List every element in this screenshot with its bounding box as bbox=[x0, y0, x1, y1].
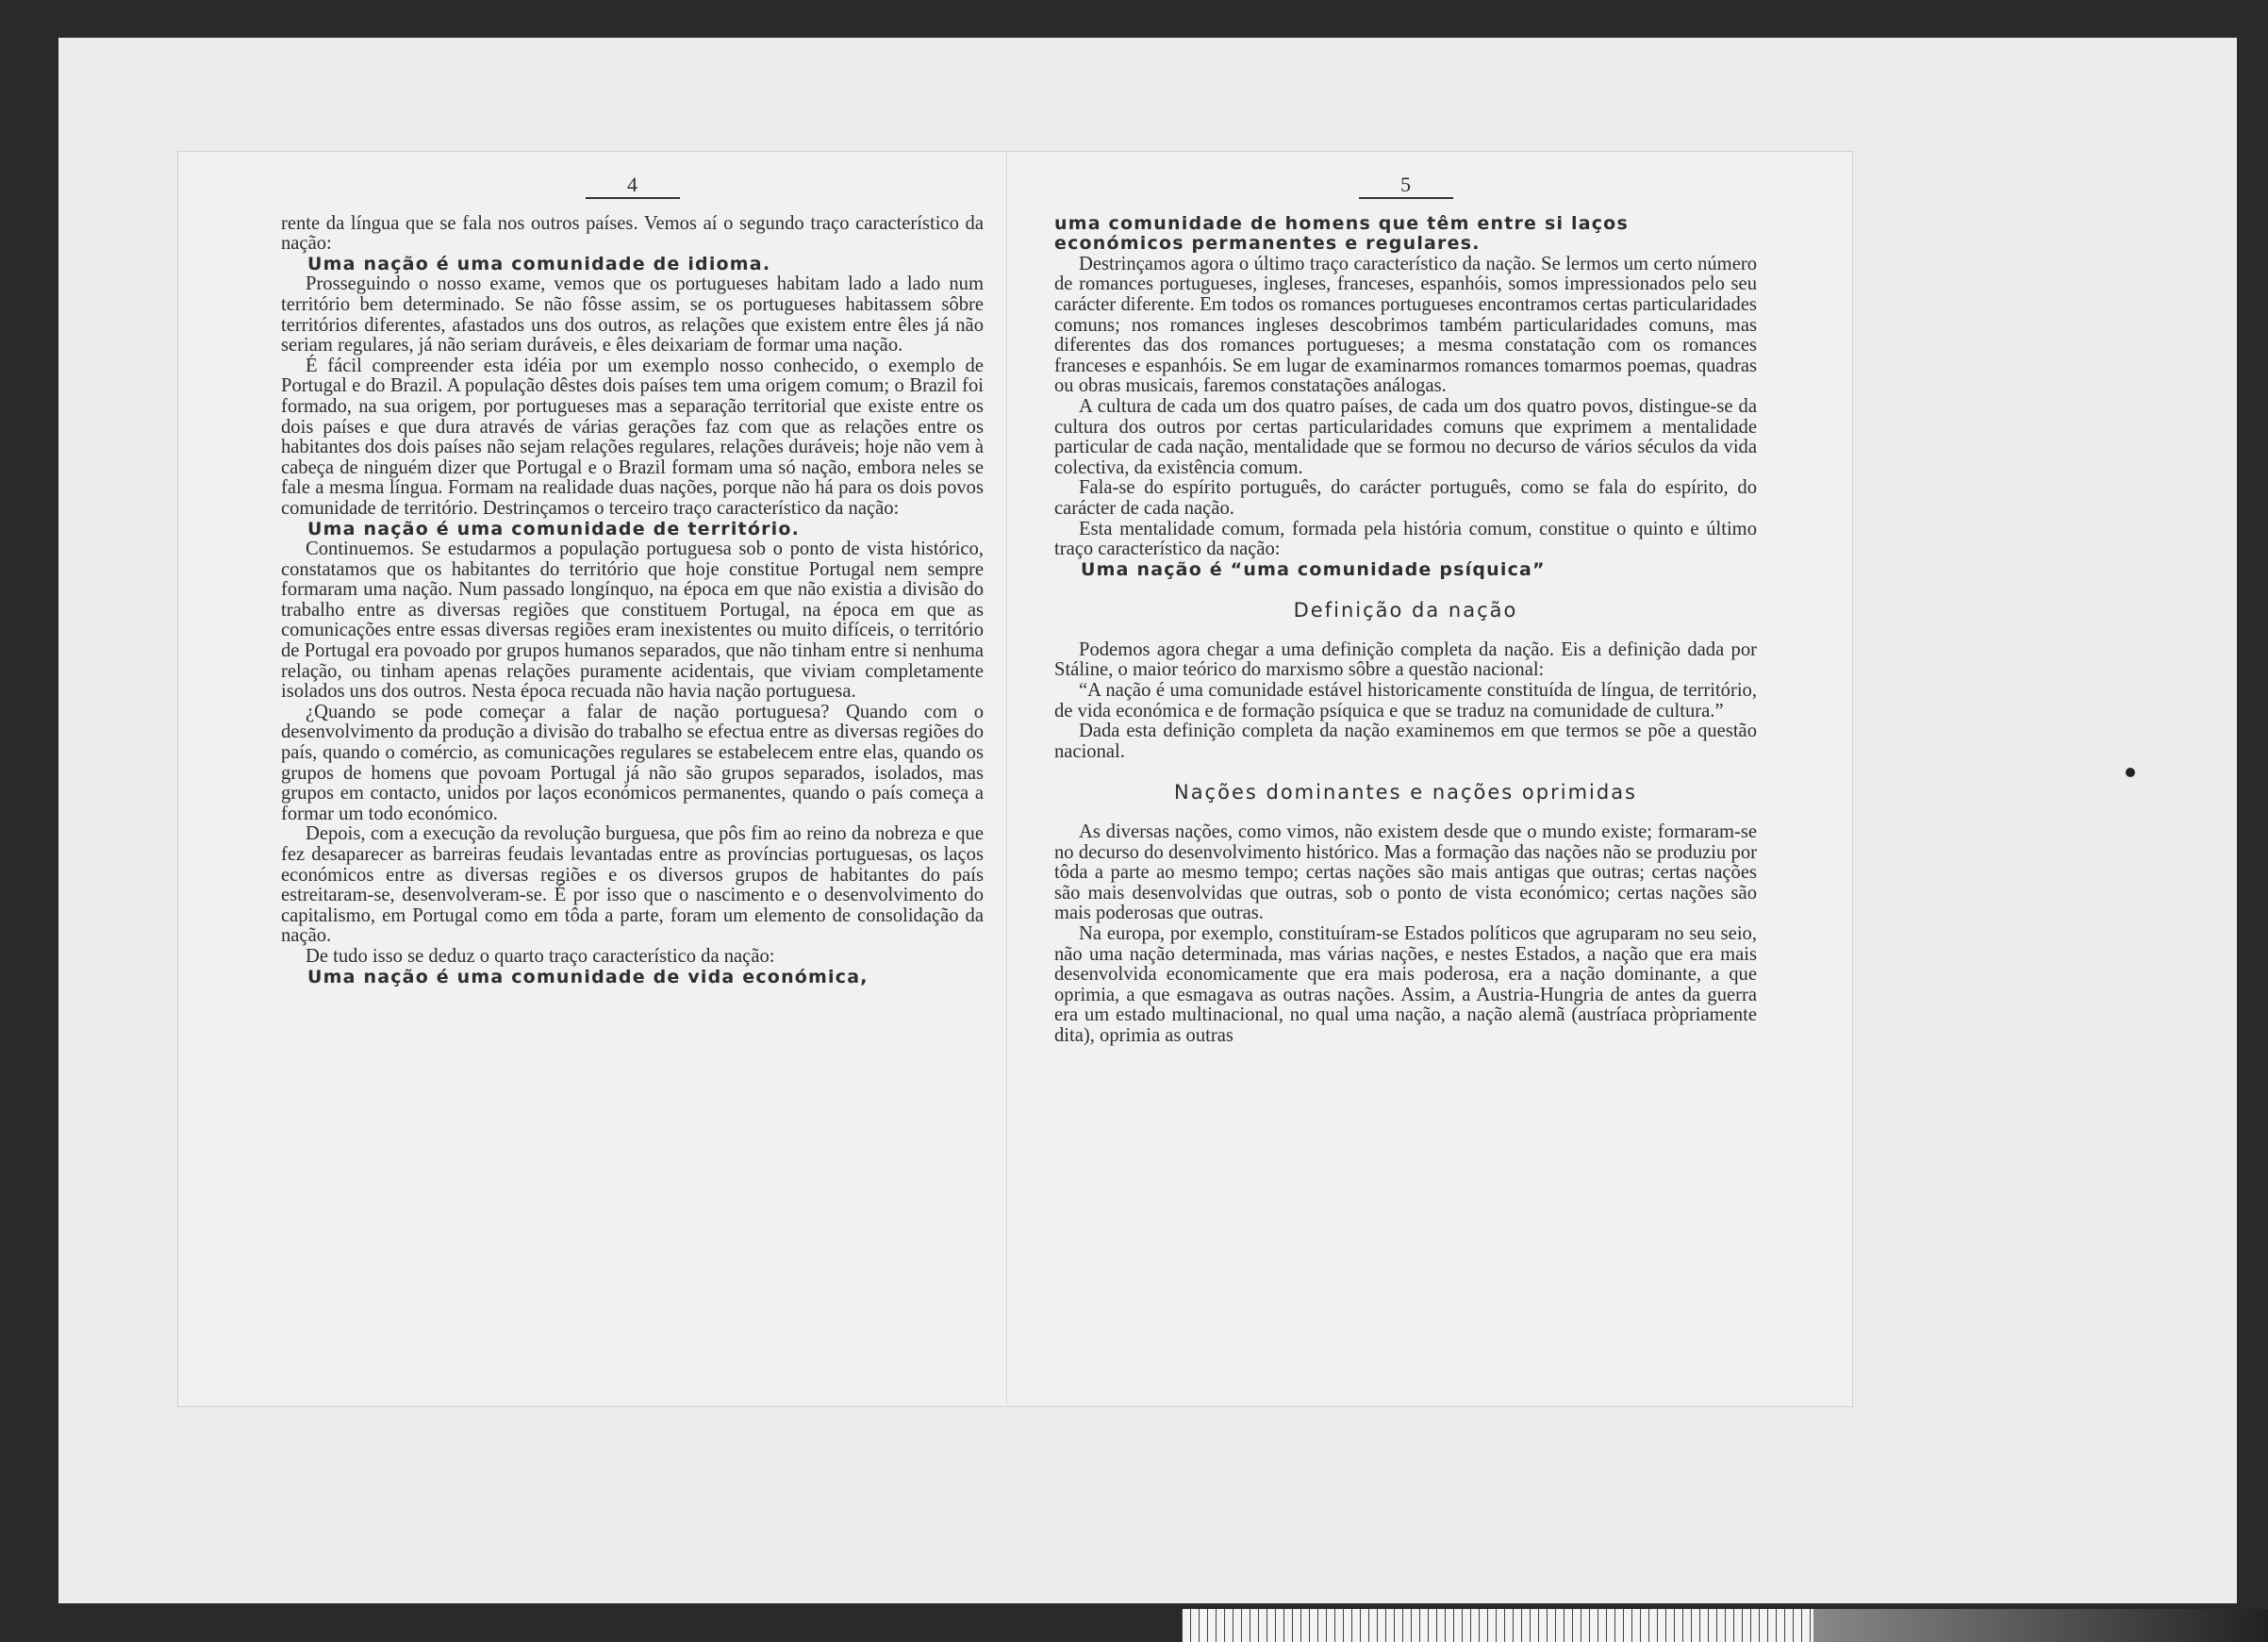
body-paragraph: Prosseguindo o nosso exame, vemos que os portugueses habitam lado a lado num território bem determinado. Se não fôsse assim, se os portugueses habitassem sôbre territórios diferentes, afastados uns dos outros, as relações que existem entre êles já não seriam regulares, já não seriam duráveis, e êles deixariam de formar uma nação. bbox=[281, 274, 984, 357]
body-paragraph: Continuemos. Se estudarmos a população portuguesa sob o ponto de vista histórico, constatamos que os habitantes do território que hoje constitue Portugal nem sempre formaram uma nação. Num passado longínquo, na época em que não existia a divisão do trabalho entre as diversas regiões que constituem Portugal, na época em que as comunicações entre essas diversas regiões eram inexistentes ou muito difíceis, o território de Portugal era povoado por grupos humanos separados, que não tinham entre si nenhuma relação, ou tinham apenas relações puramente acidentais, que viviam completamente isolados uns dos outros. Nesta época recuada não havia nação portuguesa. bbox=[281, 539, 984, 703]
page-number-rule bbox=[586, 197, 680, 199]
body-paragraph: As diversas nações, como vimos, não existem desde que o mundo existe; formaram-se no decurso do desenvolvimento histórico. Mas a formação das nações não se produziu por tôda a parte ao mesmo tempo; certas nações são mais antigas que outras; certas nações são mais desenvolvidas que outras, sob o ponto de vista económico; certas nações são mais poderosas que outras. bbox=[1054, 821, 1757, 924]
body-paragraph: Depois, com a execução da revolução burguesa, que pôs fim ao reino da nobreza e que fez desaparecer as barreiras feudais levantadas entre as províncias portuguesas, os laços económicos entre as diversas regiões e os diversos grupos de habitantes do país estreitaram-se, desenvolveram-se. É por isso que o nascimento e o desenvolvimento do capitalismo, em Portugal como em tôda a parte, foram um elemento de consolidação da nação. bbox=[281, 823, 984, 947]
body-paragraph: De tudo isso se deduz o quarto traço característico da nação: bbox=[306, 945, 775, 967]
section-title: Definição da nação bbox=[1293, 599, 1518, 622]
body-paragraph: Fala-se do espírito português, do carácter português, como se fala do espírito, do carácter de cada nação. bbox=[1054, 477, 1757, 519]
body-paragraph: ¿Quando se pode começar a falar de nação portuguesa? Quando com o desenvolvimento da produção a divisão do trabalho se efectua entre as diversas regiões do país, quando o comércio, as comunicações regulares se estabelecem entre elas, quando os grupos de homens que povoam Portugal já não são grupos separados, isolados, mas grupos em contacto, unidos por laços económicos permanentes, quando o país começa a formar um todo económico. bbox=[281, 701, 984, 824]
body-paragraph: Podemos agora chegar a uma definição completa da nação. Eis a definição dada por Stáline, o maior teórico do marxismo sôbre a questão nacional: bbox=[1054, 639, 1757, 681]
right-page bbox=[1054, 174, 1757, 1047]
page-number: 4 bbox=[627, 173, 637, 196]
body-paragraph: “A nação é uma comunidade estável historicamente constituída de língua, de território, de vida económica e de formação psíquica e que se traduz na comunidade de cultura.” bbox=[1054, 680, 1757, 721]
body-paragraph: Destrinçamos agora o último traço característico da nação. Se lermos um certo número de romances portugueses, ingleses, franceses, espanhóis, somos impressionados pelo seu carácter diferente. Em todos os romances portugueses encontramos certas particularidades comuns; nos romances ingleses descobrimos também particularidades comuns, mas diferentes das dos romances portugueses; a mesma constatação com os romances franceses e espanhóis. Se em lugar de examinarmos romances tomarmos poemas, quadras ou obras musicais, faremos constatações análogas. bbox=[1054, 253, 1757, 397]
body-paragraph: rente da língua que se fala nos outros países. Vemos aí o segundo traço característico da nação: bbox=[281, 212, 984, 255]
body-paragraph: Dada esta definição completa da nação examinemos em que termos se põe a questão nacional. bbox=[1054, 721, 1757, 762]
page-number-rule bbox=[1359, 197, 1453, 199]
body-paragraph: É fácil compreender esta idéia por um exemplo nosso conhecido, o exemplo de Portugal e do Brazil. A população dêstes dois países tem uma origem comum; o Brazil foi formado, na sua origem, por portugueses mas a separação territorial que existe entre os dois países e que dura através de várias gerações faz com que as relações entre os habitantes dos dois países não sejam relações regulares, relações duráveis; hoje não vem à cabeça de ninguém dizer que Portugal e o Brazil formam uma só nação, embora neles se fale a mesma língua. Formam na realidade duas nações, porque não há para os dois povos comunidade de território. Destrinçamos o terceiro traço característico da nação: bbox=[281, 355, 984, 519]
left-page bbox=[281, 174, 984, 987]
definition-heading: Uma nação é uma comunidade de idioma. bbox=[307, 253, 771, 274]
page-fold bbox=[1006, 151, 1007, 1405]
dust-speck bbox=[2126, 768, 2135, 777]
body-paragraph: Esta mentalidade comum, formada pela história comum, constitue o quinto e último traço característico da nação: bbox=[1054, 518, 1757, 560]
left-page-body bbox=[281, 214, 984, 988]
definition-heading: uma comunidade de homens que têm entre si laços económicos permanentes e regulares. bbox=[1054, 212, 1629, 255]
section-title: Nações dominantes e nações oprimidas bbox=[1173, 781, 1637, 804]
body-paragraph: Na europa, por exemplo, constituíram-se Estados políticos que agruparam no seu seio, não uma nação determinada, mas várias nações, e nestes Estados, a nação que era mais desenvolvida economicamente que era mais poderosa, era a nação dominante, a que oprimia, a que esmagava as outras nações. Assim, a Austria-Hungria de antes da guerra era um estado multinacional, no qual uma nação, a nação alemã (austríaca pròpriamente dita), oprimia as outras bbox=[1054, 923, 1757, 1046]
definition-heading: Uma nação é uma comunidade de território. bbox=[307, 518, 801, 539]
right-page-body bbox=[1054, 214, 1757, 1047]
definition-heading: Uma nação é uma comunidade de vida económica, bbox=[307, 966, 869, 987]
page-number: 5 bbox=[1400, 173, 1411, 196]
calibration-strip bbox=[1182, 1609, 2268, 1642]
scale-ticks bbox=[1182, 1609, 1823, 1642]
grey-scale bbox=[1813, 1609, 2268, 1642]
body-paragraph: A cultura de cada um dos quatro países, de cada um dos quatro povos, distingue-se da cultura dos outros por certas particularidades comuns que exprimem a mentalidade particular de cada nação, mentalidade que se formou no decurso de vários séculos da vida colectiva, da existência comum. bbox=[1054, 395, 1757, 478]
definition-heading: Uma nação é “uma comunidade psíquica” bbox=[1081, 558, 1546, 580]
